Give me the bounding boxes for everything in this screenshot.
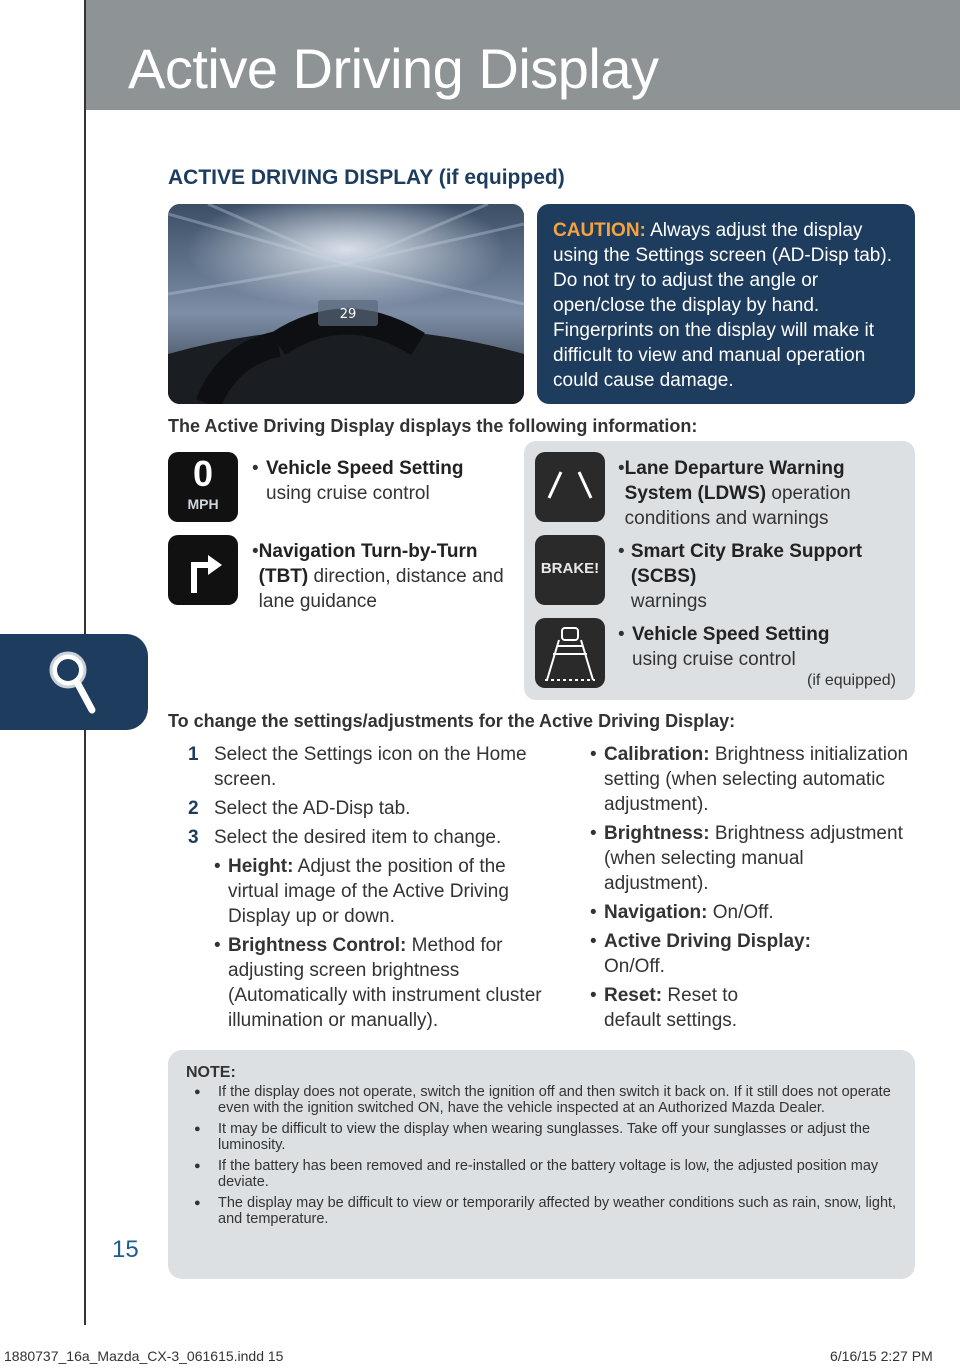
feature-ldws-text: operation conditions and warnings	[624, 483, 851, 529]
step-2-text: Select the AD-Disp tab.	[214, 798, 411, 819]
feature-navigation: • Navigation Turn-by-Turn (TBT) direction, distance and lane guidance	[252, 541, 504, 612]
feature-scbs-text: warnings	[630, 591, 707, 612]
setting-calibration-text: Brightness initialization setting (when selecting automatic adjustment).	[604, 744, 909, 815]
hud-photo	[168, 204, 524, 404]
footer-file-info: 1880737_16a_Mazda_CX-3_061615.indd 15	[4, 1348, 284, 1364]
feature-scbs: • Smart City Brake Support (SCBS) warnings	[618, 541, 863, 612]
hud-photo-illustration	[168, 204, 524, 404]
setting-reset-text: Reset to default settings.	[604, 985, 739, 1031]
feature-radar-title: Vehicle Speed Setting	[632, 624, 830, 645]
step-2-number: 2	[188, 798, 199, 819]
setting-brightness: • Brightness: Brightness adjustment (when selecting manual adjustment).	[590, 823, 903, 894]
step-1-number: 1	[188, 744, 199, 765]
feature-radar-note: (if equipped)	[807, 672, 896, 689]
turn-arrow-icon	[168, 535, 238, 605]
lane-departure-icon	[535, 452, 605, 522]
radar-cruise-icon	[535, 618, 605, 688]
step-3	[188, 825, 548, 850]
note-item: ● It may be difficult to view the display when wearing sunglasses. Take off your sunglasses or adjust the luminosity.	[186, 1121, 897, 1153]
note-panel	[168, 1050, 915, 1279]
setting-active-driving-display-title: Active Driving Display:	[604, 931, 811, 952]
feature-ldws-title: Lane Departure Warning System (LDWS)	[624, 458, 845, 504]
brake-warning-icon	[535, 535, 605, 605]
setting-reset: • Reset: Reset to default settings.	[590, 985, 739, 1031]
caution-text: Always adjust the display using the Settings screen (AD-Disp tab). Do not try to adjust the angle or open/close the display by hand. Fingerprints on the display will make it difficult to view and manual operation could cause damage.	[553, 220, 892, 391]
setting-navigation-title: Navigation:	[604, 902, 708, 923]
settings-right-column	[590, 742, 910, 1033]
setting-active-driving-display: • Active Driving Display: On/Off.	[590, 931, 811, 977]
step-3-text: Select the desired item to change.	[214, 827, 502, 848]
step-3-number: 3	[188, 827, 199, 848]
setting-navigation: • Navigation: On/Off.	[590, 902, 774, 923]
note-item: ● If the battery has been removed and re-installed or the battery voltage is low, the adjusted position may deviate.	[186, 1158, 897, 1190]
step-item-height-title: Height:	[228, 856, 294, 877]
caution-label: CAUTION:	[553, 220, 646, 241]
feature-speed-text: using cruise control	[266, 483, 430, 504]
displays-heading: The Active Driving Display displays the following information:	[168, 416, 698, 436]
feature-ldws: • Lane Departure Warning System (LDWS) operation conditions and warnings	[618, 458, 851, 529]
step-item-brightness-control-title: Brightness Control:	[228, 935, 407, 956]
setting-reset-title: Reset:	[604, 985, 663, 1006]
setting-calibration: • Calibration: Brightness initialization setting (when selecting automatic adjustment).	[590, 744, 909, 815]
section-title: ACTIVE DRIVING DISPLAY (if equipped)	[168, 166, 565, 189]
note-list	[186, 1084, 897, 1227]
setting-calibration-title: Calibration:	[604, 744, 710, 765]
mph-icon-number: 0	[192, 453, 214, 494]
settings-heading: To change the settings/adjustments for the Active Driving Display:	[168, 711, 736, 731]
step-item-brightness-control: • Brightness Control: Method for adjusting screen brightness (Automatically with instrument cluster illumination or manually).	[214, 935, 542, 1031]
feature-radar: • Vehicle Speed Setting using cruise control	[618, 624, 830, 670]
feature-radar-text: using cruise control	[632, 649, 796, 670]
step-1-text: Select the Settings icon on the Home screen.	[214, 744, 527, 790]
feature-navigation-title: Navigation Turn-by-Turn (TBT)	[258, 541, 478, 587]
feature-speed-title: Vehicle Speed Setting	[266, 458, 464, 479]
mph-icon-unit: MPH	[187, 496, 219, 512]
setting-navigation-text: On/Off.	[712, 902, 774, 923]
step-2	[188, 796, 548, 821]
step-item-brightness-control-text: Method for adjusting screen brightness (Automatically with instrument cluster illumination or manually).	[228, 935, 542, 1031]
note-title: NOTE:	[186, 1064, 236, 1081]
caution-box	[537, 204, 915, 404]
step-1	[188, 742, 548, 792]
magnifier-icon	[44, 648, 104, 718]
hud-speed-readout: 29	[339, 307, 357, 322]
setting-brightness-title: Brightness:	[604, 823, 710, 844]
setting-active-driving-display-text: On/Off.	[604, 956, 665, 977]
search-section-tab	[0, 634, 148, 730]
footer-timestamp: 6/16/15 2:27 PM	[830, 1348, 933, 1364]
setting-brightness-text: Brightness adjustment (when selecting manual adjustment).	[604, 823, 903, 894]
page-title: Active Driving Display	[128, 37, 659, 100]
step-item-height-text: Adjust the position of the virtual image of the Active Driving Display up or down.	[228, 856, 509, 927]
step-item-height: • Height: Adjust the position of the virtual image of the Active Driving Display up or down.	[214, 856, 509, 927]
brake-icon-text: BRAKE!	[540, 560, 600, 577]
note-item: ● If the display does not operate, switch the ignition off and then switch it back on. If it still does not operate even with the ignition switched ON, have the vehicle inspected at an Authorized Mazda Dealer.	[186, 1084, 897, 1116]
feature-speed: • Vehicle Speed Setting using cruise control	[252, 458, 464, 504]
note-item: ● The display may be difficult to view or temporarily affected by weather conditions such as rain, snow, light, and temperature.	[186, 1195, 897, 1227]
steps-column	[188, 742, 548, 1033]
page-number: 15	[112, 1236, 139, 1263]
feature-scbs-title: Smart City Brake Support (SCBS)	[630, 541, 863, 587]
feature-navigation-text: direction, distance and lane guidance	[258, 566, 504, 612]
mph-icon	[168, 452, 238, 522]
